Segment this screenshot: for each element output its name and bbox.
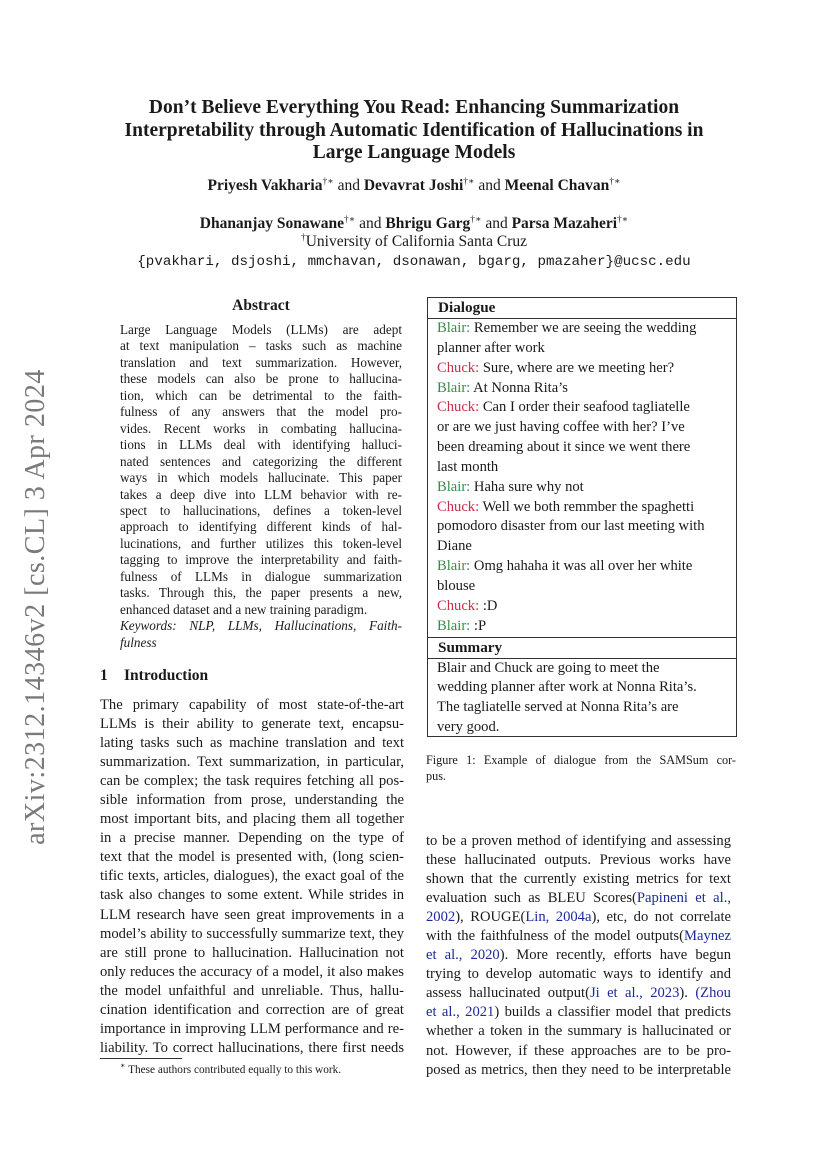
body-line bbox=[426, 984, 731, 1003]
abstract-line: approach to identifying different kinds of hal- bbox=[120, 519, 402, 535]
body-line bbox=[426, 1042, 731, 1061]
utterance-text: pomodoro disaster from our last meeting with bbox=[437, 518, 705, 535]
dialogue-turns bbox=[428, 319, 736, 637]
dialogue-line bbox=[437, 379, 732, 399]
dialogue-line bbox=[437, 418, 732, 438]
and-word: and bbox=[478, 177, 501, 195]
abstract-line: tion, which can be detrimental to the faith- bbox=[120, 387, 402, 403]
body-line: cination identification and correction are of great bbox=[100, 1001, 404, 1018]
dialogue-line bbox=[437, 557, 732, 577]
speaker-name-blair: Blair: bbox=[437, 478, 471, 495]
body-line bbox=[426, 908, 731, 927]
body-line: task also changes to some extent. While strides in bbox=[100, 887, 404, 904]
arxiv-id-label: arXiv:2312.14346v2 [cs.CL] 3 Apr 2024 bbox=[20, 369, 51, 845]
figure-caption bbox=[426, 752, 736, 784]
abstract-line: fulness of LLMs in dialogue summarization bbox=[120, 568, 402, 584]
speaker-name-blair: Blair: bbox=[437, 320, 471, 336]
summary-line: The tagliatelle served at Nonna Rita’s are bbox=[437, 699, 679, 716]
author-marks: †∗ bbox=[322, 177, 334, 187]
body-line: liability. To correct hallucinations, there first needs bbox=[100, 1039, 404, 1056]
body-line: The primary capability of most state-of-the-art bbox=[100, 697, 404, 713]
section-title: Introduction bbox=[124, 667, 209, 684]
citation-link[interactable]: (Zhou bbox=[695, 985, 731, 1002]
utterance-text: Omg hahaha it was all over her white bbox=[470, 558, 693, 575]
affiliation bbox=[80, 233, 748, 251]
utterance-text: Well we both remmber the spaghetti bbox=[479, 498, 695, 515]
dialogue-line bbox=[437, 478, 732, 498]
abstract-line: lucinations, and further utilizes this token-level bbox=[120, 535, 402, 551]
abstract-heading: Abstract bbox=[232, 297, 290, 314]
author-marks: †∗ bbox=[344, 215, 356, 225]
body-line: model’s ability to successfully summarize text, they bbox=[100, 925, 404, 942]
and-word: and bbox=[359, 215, 382, 233]
summary-line: Blair and Chuck are going to meet the bbox=[437, 659, 660, 676]
body-line bbox=[426, 1003, 731, 1022]
body-line: most important bits, and placing them all together bbox=[100, 811, 404, 828]
body-line bbox=[426, 1061, 731, 1080]
author-name: Priyesh Vakharia bbox=[207, 177, 323, 195]
citation-link[interactable]: Maynez bbox=[683, 928, 731, 945]
title-line: Interpretability through Automatic Identification of Hallucinations in bbox=[124, 119, 704, 141]
summary-lines bbox=[428, 659, 736, 738]
dialogue-line bbox=[437, 617, 732, 637]
author-name: Parsa Mazaheri bbox=[511, 215, 618, 233]
body-line: can be complex; the task requires fetching all pos- bbox=[100, 773, 404, 790]
dialogue-line bbox=[437, 458, 732, 478]
author-name: Devavrat Joshi bbox=[363, 177, 464, 195]
body-line: LLM research have seen great improvements in a bbox=[100, 906, 404, 923]
figure-dialogue-box bbox=[427, 297, 737, 737]
utterance-text: Can I order their seafood tagliatelle bbox=[479, 399, 690, 416]
body-text: ). More recently, efforts have begun bbox=[499, 947, 731, 964]
dialogue-line bbox=[437, 577, 732, 597]
keywords-line: fulness bbox=[120, 634, 157, 650]
utterance-text: At Nonna Rita’s bbox=[470, 379, 568, 396]
author-marks: †∗ bbox=[470, 215, 482, 225]
body-line: sible information from prose, understanding the bbox=[100, 792, 404, 809]
affiliation-name: University of California Santa Cruz bbox=[305, 233, 527, 251]
intro-right-column bbox=[426, 832, 731, 1080]
body-line: LLMs is their ability to generate text, encapsu- bbox=[100, 716, 404, 733]
caption-line: pus. bbox=[426, 769, 446, 783]
dialogue-line bbox=[437, 597, 732, 617]
abstract-body bbox=[120, 322, 402, 651]
abstract-line: translation and text summarization. However, bbox=[120, 354, 402, 370]
authors-row-2 bbox=[80, 214, 748, 233]
affiliation-mark: † bbox=[300, 233, 306, 243]
body-line bbox=[426, 832, 731, 851]
citation-link[interactable]: et al., 2020 bbox=[426, 947, 500, 964]
utterance-text: last month bbox=[437, 458, 499, 475]
abstract-line: ways in which models hallucinate. This paper bbox=[120, 470, 402, 486]
body-text: trying to develop automatic ways to identify and bbox=[426, 966, 731, 983]
utterance-text: Haha sure why not bbox=[470, 478, 584, 495]
summary-heading: Summary bbox=[438, 638, 503, 656]
body-line bbox=[426, 927, 731, 946]
speaker-name-chuck: Chuck: bbox=[437, 359, 480, 376]
speaker-name-blair: Blair: bbox=[437, 379, 471, 396]
abstract-line: at text manipulation – tasks such as machine bbox=[120, 338, 402, 354]
dialogue-line bbox=[437, 438, 732, 458]
arxiv-sidebar-stamp bbox=[14, 369, 58, 845]
footnote-text: These authors contributed equally to this work. bbox=[128, 1063, 342, 1076]
utterance-text: planner after work bbox=[437, 339, 545, 356]
dialogue-line bbox=[437, 517, 732, 537]
utterance-text: Sure, where are we meeting her? bbox=[479, 359, 675, 376]
speaker-name-blair: Blair: bbox=[437, 558, 471, 575]
dialogue-line bbox=[437, 319, 732, 339]
body-line: the model unfaithful and unreliable. Thus, hallu- bbox=[100, 982, 404, 999]
utterance-text: Diane bbox=[437, 538, 472, 555]
utterance-text: blouse bbox=[437, 577, 476, 594]
body-text: to be a proven method of identifying and assessing bbox=[426, 833, 731, 849]
body-text: with the faithfulness of the model outputs( bbox=[426, 928, 684, 945]
summary-line: very good. bbox=[437, 719, 500, 736]
utterance-text: :D bbox=[479, 597, 498, 614]
summary-line: wedding planner after work at Nonna Rita’s. bbox=[437, 679, 697, 696]
title-line: Large Language Models bbox=[312, 142, 516, 163]
body-text: ), ROUGE( bbox=[455, 909, 526, 926]
author-name: Dhananjay Sonawane bbox=[199, 215, 345, 233]
dialogue-line bbox=[437, 339, 732, 359]
authors-row-1 bbox=[80, 176, 748, 195]
paper-title bbox=[80, 97, 748, 165]
dialogue-heading: Dialogue bbox=[438, 299, 496, 316]
body-text: evaluation such as BLEU Scores( bbox=[426, 890, 637, 907]
body-line: are still prone to hallucination. Hallucination not bbox=[100, 944, 404, 961]
body-line bbox=[426, 946, 731, 965]
citation-link[interactable]: Lin, 2004a bbox=[525, 909, 592, 926]
body-line: in a precise manner. Depending on the type of bbox=[100, 830, 404, 847]
abstract-line: vides. Recent works in combating hallucina- bbox=[120, 420, 402, 436]
and-word: and bbox=[485, 215, 508, 233]
title-line: Don’t Believe Everything You Read: Enhancing Summarization bbox=[148, 97, 680, 118]
body-text: posed as metrics, then they need to be interpretable bbox=[426, 1061, 731, 1078]
body-text: whether a token in the summary is hallucinated or bbox=[426, 1023, 731, 1040]
utterance-text: Remember we are seeing the wedding bbox=[470, 320, 697, 336]
caption-line: Figure 1: Example of dialogue from the SAMSum cor- bbox=[426, 753, 736, 767]
speaker-name-blair: Blair: bbox=[437, 617, 471, 634]
abstract-line: takes a deep dive into LLM behavior with re- bbox=[120, 486, 402, 502]
keywords-line: Keywords: NLP, LLMs, Hallucinations, Faith- bbox=[120, 618, 402, 634]
abstract-line: tasks. Through this, the paper presents a new, bbox=[120, 585, 402, 601]
abstract-line: tagging to improve the interpretability and faith- bbox=[120, 552, 402, 568]
citation-link[interactable]: Ji et al., 2023 bbox=[589, 985, 680, 1002]
footnote bbox=[120, 1061, 341, 1076]
body-line: text that the model is presented with, (long scien- bbox=[100, 849, 404, 866]
body-line bbox=[426, 1022, 731, 1041]
abstract-line: enhanced dataset and a new training paradigm. bbox=[120, 601, 368, 617]
body-line: importance in improving LLM performance and re- bbox=[100, 1020, 404, 1037]
body-text: not. However, if these approaches are to be pro- bbox=[426, 1042, 731, 1059]
abstract-lines bbox=[120, 322, 402, 618]
author-emails: {pvakhari, dsjoshi, mmchavan, dsonawan, bgarg, pmazaher}@ucsc.edu bbox=[137, 254, 691, 270]
body-text: shown that the currently existing metrics for text bbox=[426, 871, 731, 888]
intro-left-column bbox=[100, 696, 404, 1058]
abstract-line: tions in LLMs deal with identifying halluci- bbox=[120, 437, 402, 453]
body-text: these hallucinated outputs. Previous works have bbox=[426, 852, 731, 869]
citation-link[interactable]: Papineni et al., bbox=[636, 890, 732, 907]
abstract-line: spect to hallucinations, defines a token-level bbox=[120, 502, 402, 518]
author-marks: †∗ bbox=[609, 177, 621, 187]
body-text: ), etc, do not correlate bbox=[591, 909, 731, 926]
body-line: lating tasks such as machine translation and text bbox=[100, 735, 404, 752]
section-heading-introduction bbox=[100, 667, 208, 685]
body-line bbox=[426, 870, 731, 889]
body-text: assess hallucinated output( bbox=[426, 985, 590, 1002]
utterance-text: or are we just having coffee with her? I’ve bbox=[437, 419, 685, 436]
utterance-text: :P bbox=[470, 617, 487, 634]
author-marks: †∗ bbox=[617, 215, 629, 225]
author-name: Meenal Chavan bbox=[504, 177, 610, 195]
footnote-rule bbox=[100, 1058, 182, 1059]
section-number: 1 bbox=[100, 667, 108, 684]
author-name: Bhrigu Garg bbox=[385, 215, 471, 233]
abstract-keywords bbox=[120, 618, 402, 651]
body-line bbox=[426, 851, 731, 870]
body-line: tific texts, articles, dialogues), the exact goal of the bbox=[100, 868, 404, 885]
body-line: summarization. Text summarization, in particular, bbox=[100, 754, 404, 771]
abstract-line: Large Language Models (LLMs) are adept bbox=[120, 322, 402, 337]
utterance-text: been dreaming about it since we went there bbox=[437, 439, 691, 456]
abstract-line: these models can also be prone to hallucina- bbox=[120, 371, 402, 387]
citation-link[interactable]: et al., 2021 bbox=[426, 1004, 495, 1021]
abstract-line: nated sentences and categorizing the different bbox=[120, 453, 402, 469]
dialogue-line bbox=[437, 398, 732, 418]
and-word: and bbox=[337, 177, 360, 195]
body-line: only reduces the accuracy of a model, it also makes bbox=[100, 963, 404, 980]
body-line bbox=[426, 889, 731, 908]
body-text: ). bbox=[679, 985, 696, 1002]
body-text: ) builds a classifier model that predicts bbox=[494, 1004, 731, 1021]
speaker-name-chuck: Chuck: bbox=[437, 498, 480, 515]
dialogue-line bbox=[437, 537, 732, 557]
dialogue-line bbox=[437, 359, 732, 379]
body-line bbox=[426, 965, 731, 984]
author-marks: †∗ bbox=[463, 177, 475, 187]
dialogue-line bbox=[437, 498, 732, 518]
citation-link[interactable]: 2002 bbox=[426, 909, 456, 926]
speaker-name-chuck: Chuck: bbox=[437, 597, 480, 614]
speaker-name-chuck: Chuck: bbox=[437, 399, 480, 416]
abstract-line: fulness of any answers that the model pro- bbox=[120, 404, 402, 420]
footnote-mark: ∗ bbox=[120, 1061, 126, 1070]
